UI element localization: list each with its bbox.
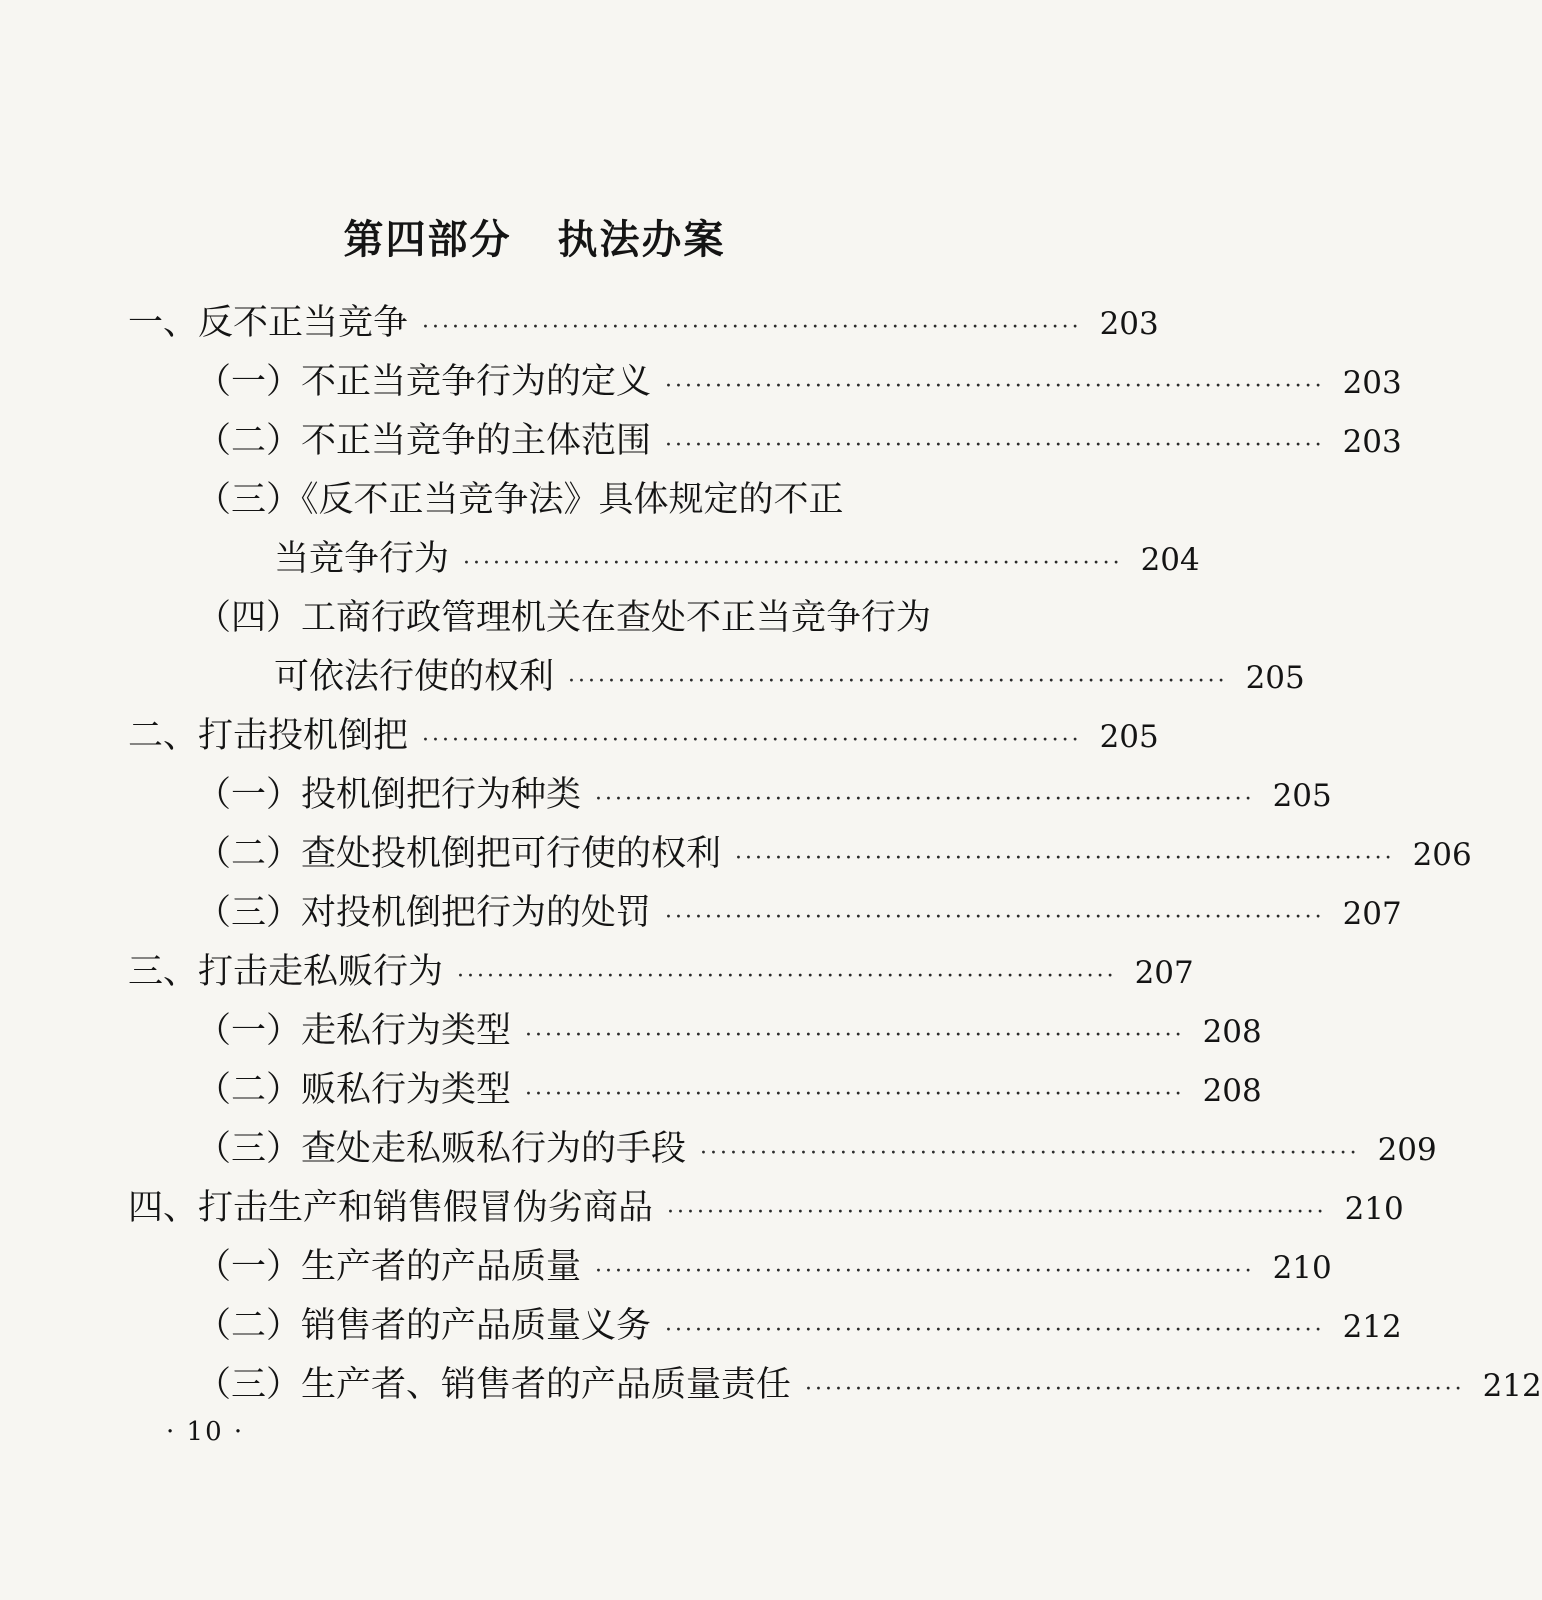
toc-entry-title: 可依法行使的权利 [274, 657, 555, 697]
toc-entry [196, 770, 1332, 820]
toc-entry [196, 1065, 1262, 1115]
toc-entry [196, 1360, 1542, 1410]
toc-leader-dots: ·································································· [665, 905, 1325, 930]
toc-entry-title: 三、打击走私贩行为 [128, 952, 444, 992]
section-part: 第四部分 [343, 217, 512, 263]
toc-entry-title: （二）查处投机倒把可行使的权利 [196, 834, 722, 874]
toc-leader-dots: ·································································· [805, 1377, 1465, 1402]
toc-entry [274, 534, 1200, 584]
toc-entry-title: （三）生产者、销售者的产品质量责任 [196, 1365, 792, 1405]
toc-leader-dots: ·································································· [665, 433, 1325, 458]
toc-entry-page: 203 [1342, 424, 1402, 460]
toc-leader-dots: ·································································· [595, 1259, 1255, 1284]
toc-leader-dots: ·································································· [525, 1023, 1185, 1048]
toc-entry [274, 652, 1305, 702]
toc-entry [128, 1183, 1404, 1233]
toc-entry [196, 888, 1402, 938]
toc-leader-dots: ·································································· [665, 374, 1325, 399]
toc-leader-dots: ·································································· [422, 315, 1082, 340]
toc-entry-title: 一、反不正当竞争 [128, 303, 409, 343]
toc-entry-page: 204 [1140, 542, 1200, 578]
toc-leader-dots: ·································································· [595, 787, 1255, 812]
toc-entry-title: （二）不正当竞争的主体范围 [196, 421, 652, 461]
toc-entry-page: 208 [1202, 1073, 1262, 1109]
section-title [0, 212, 1069, 268]
toc-entry [196, 1242, 1332, 1292]
toc-leader-dots: ·································································· [735, 846, 1395, 871]
toc-leader-dots: ·································································· [700, 1141, 1360, 1166]
toc-entry-title: 二、打击投机倒把 [128, 716, 409, 756]
toc-leader-dots: ·································································· [568, 669, 1228, 694]
toc-entry-title: （二）销售者的产品质量义务 [196, 1306, 652, 1346]
toc-entry-page: 210 [1272, 1250, 1332, 1286]
toc-entry-title: 四、打击生产和销售假冒伪劣商品 [128, 1188, 654, 1228]
toc-entry [196, 829, 1472, 879]
toc-entry-page: 210 [1344, 1191, 1404, 1227]
toc-entry [128, 711, 1159, 761]
toc-entry-page: 205 [1245, 660, 1305, 696]
page-number: · 10 · [166, 1417, 245, 1447]
toc-entry-title: （一）生产者的产品质量 [196, 1247, 582, 1287]
toc-entry-page: 207 [1134, 955, 1194, 991]
toc-entry-title: （二）贩私行为类型 [196, 1070, 512, 1110]
toc-leader-dots: ·································································· [525, 1082, 1185, 1107]
toc-entry [196, 1124, 1437, 1174]
toc-entry-page: 209 [1377, 1132, 1437, 1168]
toc-entry-title: （三）对投机倒把行为的处罚 [196, 893, 652, 933]
toc-entry-title: （一）投机倒把行为种类 [196, 775, 582, 815]
toc-entry [196, 1301, 1402, 1351]
toc-entry-title: 当竞争行为 [274, 539, 450, 579]
toc-entry [128, 947, 1194, 997]
toc-entry [128, 298, 1159, 348]
toc-entry-page: 205 [1099, 719, 1159, 755]
toc-entry-title: （三）查处走私贩私行为的手段 [196, 1129, 687, 1169]
toc-leader-dots: ·································································· [422, 728, 1082, 753]
toc-leader-dots: ·································································· [457, 964, 1117, 989]
toc-entry-title: （三）《反不正当竞争法》具体规定的不正 [196, 480, 844, 520]
toc-entry-page: 203 [1099, 306, 1159, 342]
toc-entry-page: 208 [1202, 1014, 1262, 1050]
toc-entry-page: 212 [1342, 1309, 1402, 1345]
toc-leader-dots: ·································································· [665, 1318, 1325, 1343]
toc-entry [196, 357, 1402, 407]
toc-entry-page: 206 [1412, 837, 1472, 873]
toc-entry [196, 416, 1402, 466]
section-name: 执法办案 [557, 217, 726, 263]
toc-entry-page: 212 [1482, 1368, 1542, 1404]
toc-entry-title: （一）不正当竞争行为的定义 [196, 362, 652, 402]
toc-entry-page: 207 [1342, 896, 1402, 932]
toc-leader-dots: ·································································· [667, 1200, 1327, 1225]
toc-entry-title: （四）工商行政管理机关在查处不正当竞争行为 [196, 598, 932, 638]
toc-entry [196, 1006, 1262, 1056]
toc-entry-title: （一）走私行为类型 [196, 1011, 512, 1051]
toc-leader-dots: ·································································· [463, 551, 1123, 576]
toc-entry-page: 203 [1342, 365, 1402, 401]
toc-entry-page: 205 [1272, 778, 1332, 814]
